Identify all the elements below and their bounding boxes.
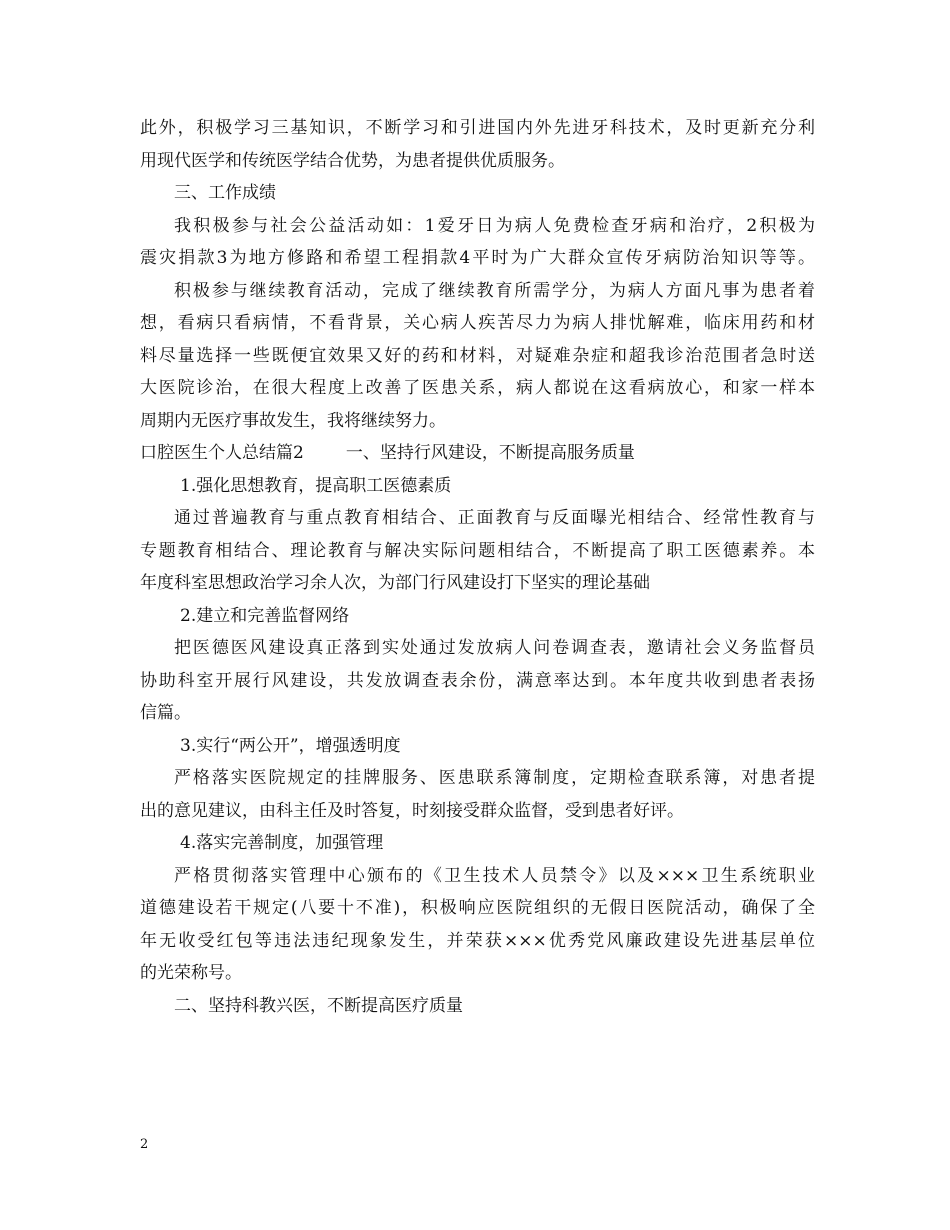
paragraph-line: 协助科室开展行风建设，共发放调查表余份，满意率达到。本年度共收到患者表扬 [140, 670, 815, 691]
document-title: 口腔医生个人总结篇2 [140, 443, 304, 463]
paragraph-line: 年度科室思想政治学习余人次，为部门行风建设打下坚实的理论基础 [140, 573, 650, 593]
subsection-heading: 2.建立和完善监督网络 [180, 605, 350, 626]
subsection-heading: 1.强化思想教育，提高职工医德素质 [180, 475, 452, 496]
paragraph-line: 用现代医学和传统医学结合优势，为患者提供优质服务。 [140, 150, 565, 171]
page-number: 2 [140, 1137, 149, 1152]
paragraph-line: 专题教育相结合、理论教育与解决实际问题相结合，不断提高了职工医德素养。本 [140, 540, 815, 561]
paragraph-line: 把医德医风建设真正落到实处通过发放病人问卷调查表，邀请社会义务监督员 [174, 638, 815, 658]
paragraph-line: 道德建设若干规定(八要十不准)，积极响应医院组织的无假日医院活动，确保了全 [140, 898, 815, 918]
paragraph-line: 大医院诊治，在很大程度上改善了医患关系，病人都说在这看病放心，和家一样本 [140, 378, 815, 398]
paragraph-line: 此外，积极学习三基知识，不断学习和引进国内外先进牙科技术，及时更新充分利 [140, 118, 815, 138]
subsection-heading: 3.实行“两公开”，增强透明度 [180, 735, 401, 756]
paragraph-line: 想，看病只看病情，不看背景，关心病人疾苦尽力为病人排忧解难，临床用药和材 [140, 313, 815, 333]
subsection-heading: 4.落实完善制度，加强管理 [180, 833, 384, 853]
section-heading: 二、坚持科教兴医，不断提高医疗质量 [174, 995, 463, 1016]
paragraph-line: 料尽量选择一些既便宜效果又好的药和材料，对疑难杂症和超我诊治范围者急时送 [140, 345, 815, 366]
paragraph-line: 年无收受红包等违法违纪现象发生，并荣获×××优秀党风廉政建设先进基层单位 [140, 930, 815, 951]
paragraph-line: 周期内无医疗事故发生，我将继续努力。 [140, 410, 446, 431]
paragraph-line: 出的意见建议，由科主任及时答复，时刻接受群众监督，受到患者好评。 [140, 800, 684, 821]
paragraph-line: 的光荣称号。 [140, 963, 242, 983]
paragraph-line: 严格贯彻落实管理中心颁布的《卫生技术人员禁令》以及×××卫生系统职业 [174, 865, 815, 886]
section-heading: 三、工作成绩 [174, 183, 276, 203]
paragraph-line: 积极参与继续教育活动，完成了继续教育所需学分，为病人方面凡事为患者着 [174, 280, 815, 301]
paragraph-line: 我积极参与社会公益活动如：1爱牙日为病人免费检查牙病和治疗，2积极为 [174, 215, 815, 236]
document-title-line [140, 437, 815, 470]
paragraph-line: 通过普遍教育与重点教育相结合、正面教育与反面曝光相结合、经常性教育与 [174, 508, 815, 528]
section-heading: 一、坚持行风建设，不断提高服务质量 [345, 443, 635, 463]
paragraph-line: 严格落实医院规定的挂牌服务、医患联系簿制度，定期检查联系簿，对患者提 [174, 768, 815, 788]
body-text [140, 112, 815, 1022]
paragraph-line: 震灾捐款3为地方修路和希望工程捐款4平时为广大群众宣传牙病防治知识等等。 [140, 248, 815, 268]
paragraph-line: 信篇。 [140, 703, 191, 723]
